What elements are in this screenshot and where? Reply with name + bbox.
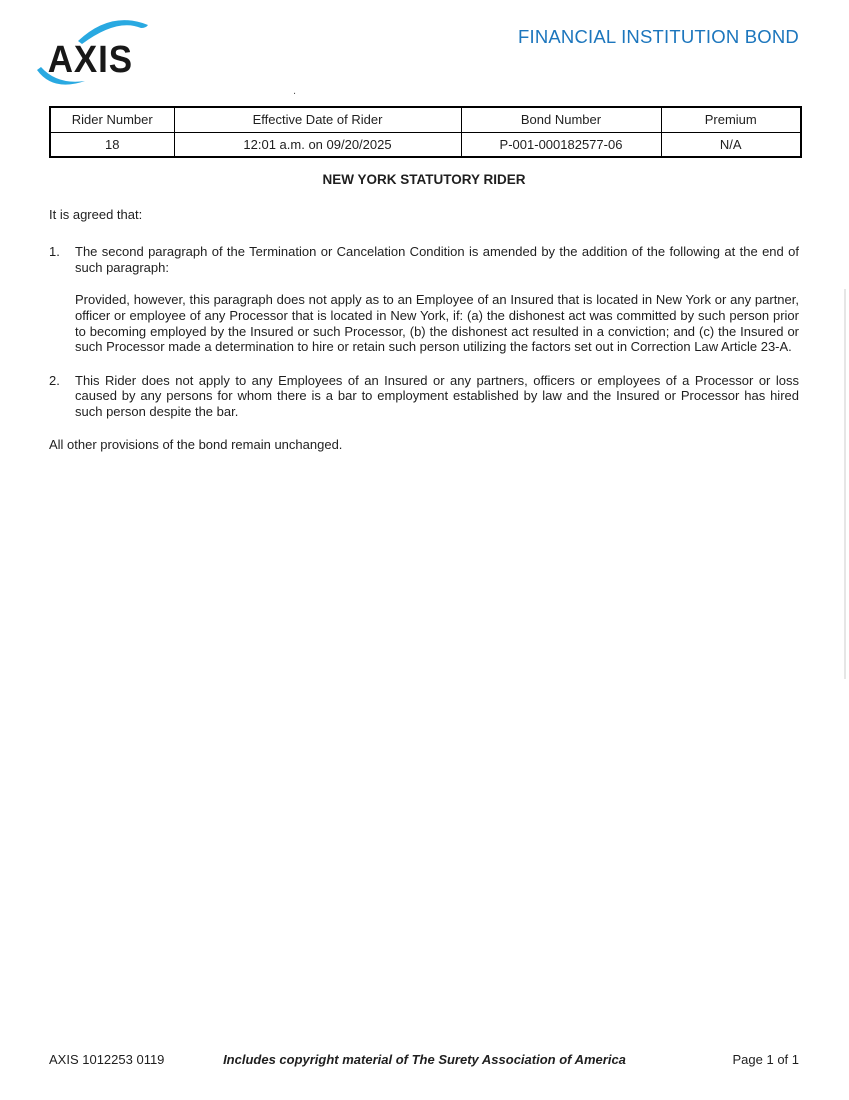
stray-period-mark: . [293, 85, 297, 97]
value-bond-number: P-001-000182577-06 [461, 132, 661, 157]
rider-title: NEW YORK STATUTORY RIDER [322, 172, 526, 187]
value-premium: N/A [661, 132, 801, 157]
document-body [49, 172, 799, 452]
info-table-value-row [50, 132, 801, 157]
list-item-1-marker: 1. [49, 244, 60, 260]
list-item-1-subparagraph: Provided, however, this paragraph does not apply as to an Employee of an Insured that is located in New York or any partner, officer or employee of any Processor that is located in New York, if: (a) the dishonest act was committed by such person prior to becoming employed by the Insured or such Processor, (b) the dishonest act resulted in a conviction; and (c) the Insured or such Processor made a determination to hire or retain such person utilizing the factors set out in Correction Law Article 23-A. [75, 292, 799, 355]
list-item-2-text: This Rider does not apply to any Employees of an Insured or any partners, officers or employees of a Processor or loss caused by any persons for whom there is a bar to employment established by law and the Insured or Processor has hired such person despite the bar. [75, 372, 799, 419]
value-effective-date: 12:01 a.m. on 09/20/2025 [174, 132, 461, 157]
list-item-1-text: The second paragraph of the Termination or Cancelation Condition is amended by the addition of the following at the end of such paragraph: [75, 244, 799, 275]
document-type-title: FINANCIAL INSTITUTION BOND [517, 26, 799, 47]
list-item-2-marker: 2. [49, 372, 60, 388]
footer-form-number: AXIS 1012253 0119 [49, 1052, 165, 1067]
axis-logo-graphic [33, 12, 153, 90]
rider-info-table [49, 106, 802, 158]
axis-logo-text: AXIS [47, 37, 133, 81]
axis-logo [33, 12, 153, 90]
footer-page-indicator: Page 1 of 1 [732, 1052, 799, 1067]
footer-copyright: Includes copyright material of The Surety Association of America [223, 1052, 626, 1067]
header-effective-date: Effective Date of Rider [174, 107, 461, 132]
right-edge-line [844, 289, 846, 679]
header-premium: Premium [661, 107, 801, 132]
list-item-2 [49, 373, 799, 420]
agreement-intro: It is agreed that: [49, 206, 143, 222]
info-table-header-row [50, 107, 801, 132]
header-rider-number: Rider Number [50, 107, 174, 132]
closing-provision: All other provisions of the bond remain unchanged. [49, 436, 343, 452]
header-bond-number: Bond Number [461, 107, 661, 132]
value-rider-number: 18 [50, 132, 174, 157]
list-item-1 [49, 244, 799, 275]
